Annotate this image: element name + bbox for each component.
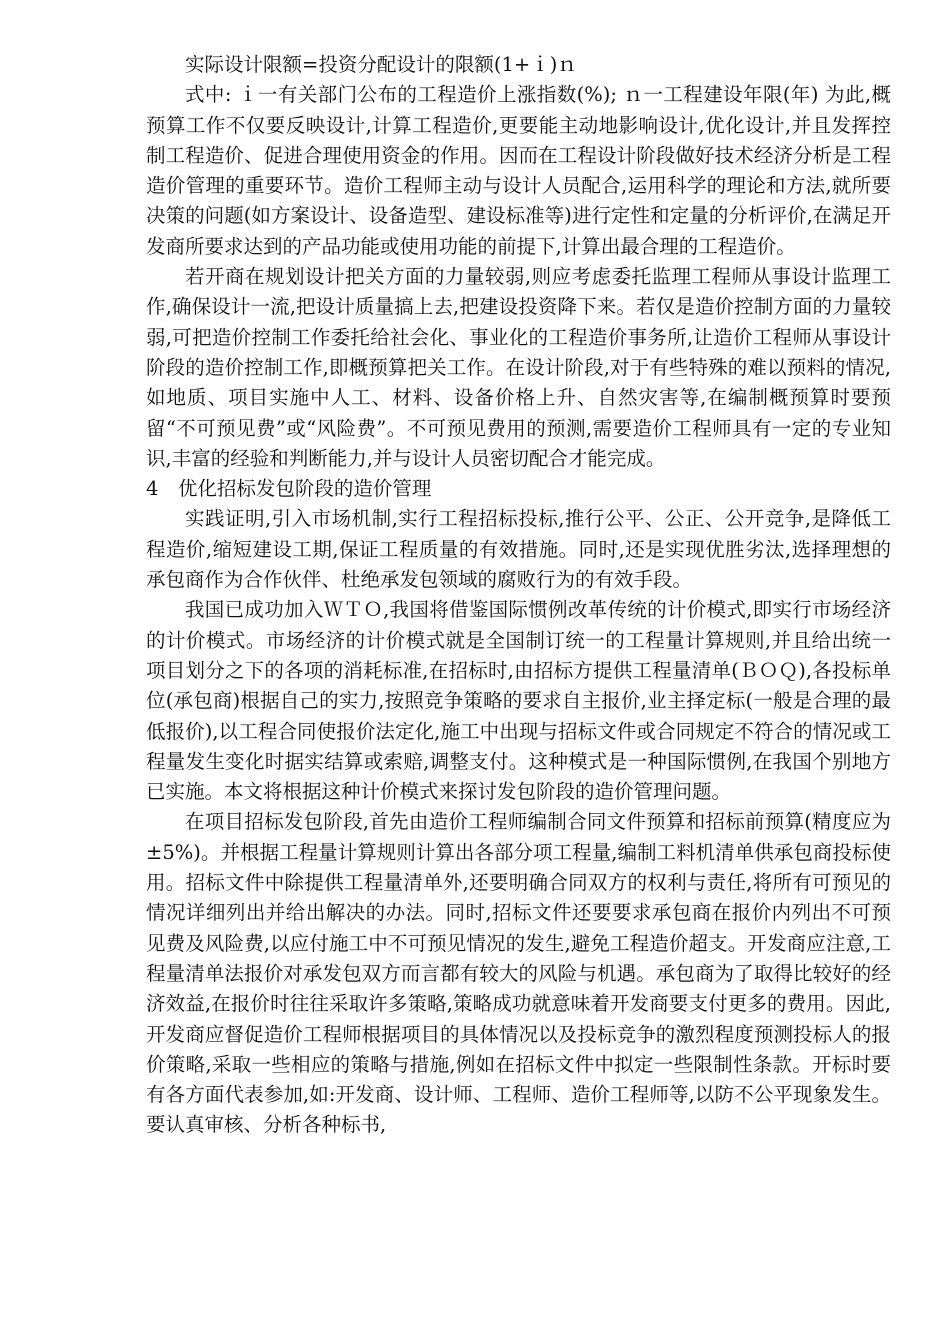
paragraph-bidding-practice: 实践证明,引入市场机制,实行工程招标投标,推行公平、公正、公开竞争,是降低工程造价,缩短建设工期,保证工程质量的有效措施。同时,还是实现优胜劣汰,选择理想的承包商作为合作伙伴、杜绝承发包领域的腐败行为的有效手段。: [146, 507, 891, 592]
paragraph-bidding-stage: 在项目招标发包阶段,首先由造价工程师编制合同文件预算和招标前预算(精度应为±5%)。并根据工程量计算规则计算出各部分项工程量,编制工料机清单供承包商投标使用。招标文件中除提供工程量清单外,还要明确合同双方的权利与责任,将所有可预见的情况详细列出并给出解决的办法。同时,招标文件还要要求承包商在报价内列出不可预见费及风险费,以应付施工中不可预见情况的发生,避免工程造价超支。开发商应注意,工程量清单法报价对承发包双方而言都有较大的风险与机遇。承包商为了取得比较好的经济效益,在报价时往往采取许多策略,策略成功就意味着开发商要支付更多的费用。因此,开发商应督促造价工程师根据项目的具体情况以及投标竞争的激烈程度预测投标人的报价策略,采取一些相应的策略与措施,例如在招标文件中拟定一些限制性条款。开标时要有各方面代表参加,如:开发商、设计师、工程师、造价工程师等,以防不公平现象发生。要认真审核、分析各种标书,: [146, 810, 891, 1137]
document-body: [146, 50, 891, 1141]
paragraph-design-supervision: 若开商在规划设计把关方面的力量较弱,则应考虑委托监理工程师从事设计监理工作,确保设计一流,把设计质量搞上去,把建设投资降下来。若仅是造价控制方面的力量较弱,可把造价控制工作委托给社会化、事业化的工程造价事务所,让造价工程师从事设计阶段的造价控制工作,即概预算把关工作。在设计阶段,对于有些特殊的难以预料的情况,如地质、项目实施中人工、材料、设备价格上升、自然灾害等,在编制概预算时要预留“不可预见费”或“风险费”。不可预见费用的预测,需要造价工程师具有一定的专业知识,丰富的经验和判断能力,并与设计人员密切配合才能完成。: [146, 265, 891, 470]
paragraph-formula: 实际设计限额=投资分配设计的限额(1+ｉ)ｎ: [185, 53, 577, 76]
section-heading: 4 优化招标发包阶段的造价管理: [146, 477, 432, 501]
paragraph-formula-explanation: 式中: ｉ一有关部门公布的工程造价上涨指数(%); ｎ一工程建设年限(年) 为此,概预算工作不仅要反映设计,计算工程造价,更要能主动地影响设计,优化设计,并且发挥控制工程造价、促进合理使用资金的作用。因而在工程设计阶段做好技术经济分析是工程造价管理的重要环节。造价工程师主动与设计人员配合,运用科学的理论和方法,就所要决策的问题(如方案设计、设备造型、建设标准等)进行定性和定量的分析评价,在满足开发商所要求达到的产品功能或使用功能的前提下,计算出最合理的工程造价。: [146, 83, 891, 258]
paragraph-pricing-model: 我国已成功加入ＷＴＯ,我国将借鉴国际惯例改革传统的计价模式,即实行市场经济的计价模式。市场经济的计价模式就是全国制订统一的工程量计算规则,并且给出统一项目划分之下的各项的消耗标准,在招标时,由招标方提供工程量清单(ＢＯＱ),各投标单位(承包商)根据自己的实力,按照竞争策略的要求自主报价,业主择定标(一般是合理的最低报价),以工程合同使报价法定化,施工中出现与招标文件或合同规定不符合的情况或工程量发生变化时据实结算或索赔,调整支付。这种模式是一种国际惯例,在我国个别地方已实施。本文将根据这种计价模式来探讨发包阶段的造价管理问题。: [146, 598, 891, 804]
